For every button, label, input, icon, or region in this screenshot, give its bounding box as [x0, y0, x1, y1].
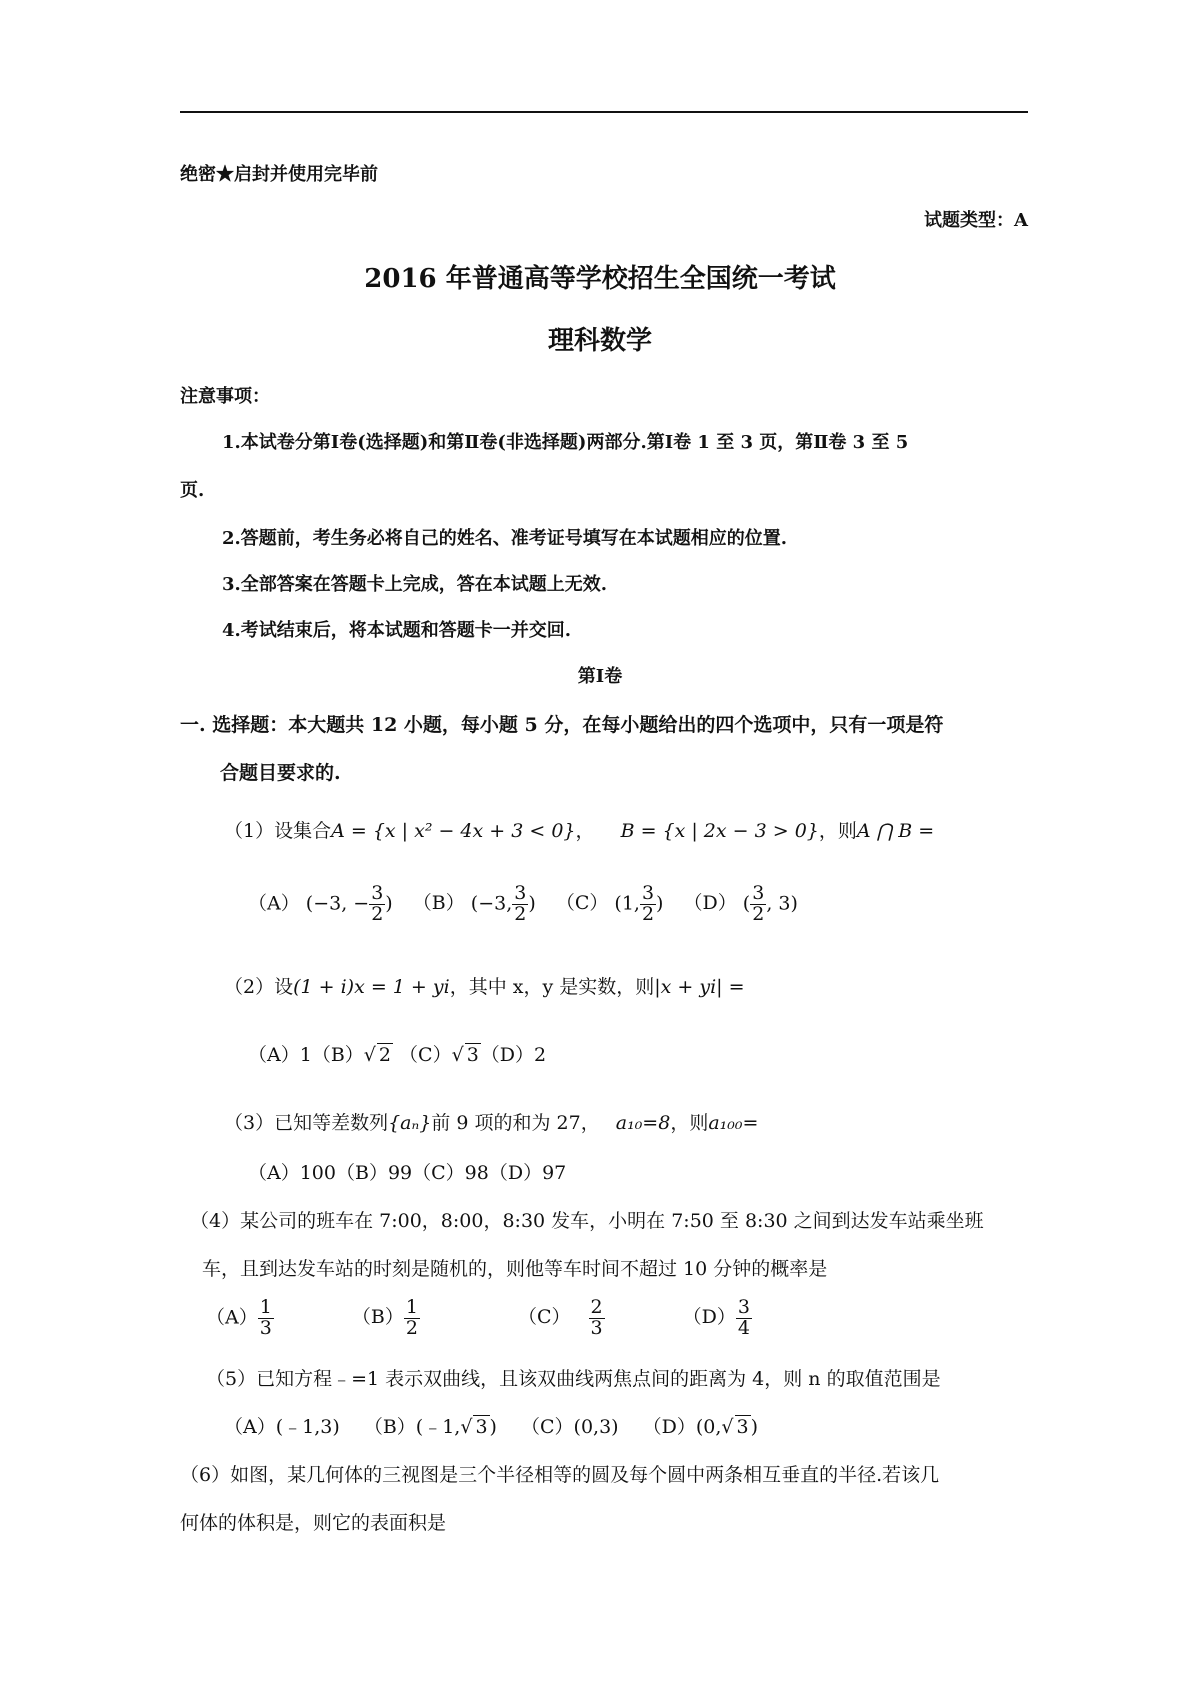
- q5-option-d-post: ): [750, 1416, 759, 1438]
- q2-option-b-radical: √ 2: [363, 1044, 391, 1066]
- question-3-options: （A）100（B）99（C）98（D）97: [248, 1162, 567, 1184]
- q1-option-b-fraction: [512, 884, 528, 925]
- q5-option-b-radical: √ 3: [460, 1416, 488, 1438]
- q1-option-d-den: 2: [752, 902, 765, 925]
- question-2-stem: [224, 972, 745, 999]
- q5-option-c: （C）(0,3): [521, 1416, 619, 1438]
- question-2-lead: （2）设: [224, 976, 294, 998]
- question-1-options: [248, 884, 798, 925]
- q4-option-c-fraction: [589, 1298, 605, 1339]
- q5-option-b-radicand: 3: [475, 1416, 488, 1438]
- question-2-equation: (1 + i)x = 1 + yi: [293, 976, 450, 998]
- question-3-sequence: {aₙ}: [388, 1112, 432, 1134]
- question-4-options: [206, 1298, 752, 1339]
- question-3-lead: （3）已知等差数列: [224, 1112, 389, 1134]
- q1-option-d-label: （D）: [683, 892, 737, 915]
- q2-option-c-label: （C）: [399, 1044, 452, 1066]
- notice-item-1: 1.本试卷分第Ⅰ卷(选择题)和第Ⅱ卷(非选择题)两部分.第Ⅰ卷 1 至 3 页，第Ⅱ卷 3 至 5: [222, 432, 909, 453]
- q1-option-d-num: 3: [752, 882, 765, 904]
- q1-option-b-label: （B）: [412, 892, 465, 915]
- q1-option-a-label: （A）: [248, 892, 300, 915]
- question-3-sum: 前 9 项的和为 27，: [431, 1112, 600, 1134]
- q1-option-a-post: ): [385, 892, 393, 915]
- question-1-lead: （1）设集合: [224, 820, 332, 842]
- q4-option-b-num: 1: [405, 1296, 418, 1318]
- paper-type-label: 试题类型：A: [924, 210, 1028, 231]
- q5-option-d-radicand: 3: [736, 1416, 749, 1438]
- q4-option-a-den: 3: [259, 1316, 272, 1339]
- section-1-intro-cont: 合题目要求的.: [220, 762, 341, 784]
- question-5-options: [224, 1412, 758, 1439]
- exam-subject: 理科数学: [547, 326, 652, 356]
- q5-option-a: （A）(﹣1,3): [224, 1416, 340, 1438]
- question-3-stem: [224, 1108, 758, 1135]
- question-3-a10: a₁₀=8: [615, 1112, 671, 1134]
- q4-option-c-num: 2: [590, 1296, 603, 1318]
- q4-option-c-den: 3: [590, 1316, 603, 1339]
- q1-option-b-pre: (−3,: [470, 892, 513, 915]
- q4-option-c-label: （C）: [517, 1306, 571, 1329]
- intersection-expr: A ⋂ B =: [856, 820, 935, 842]
- question-2-condition: ，其中 x，y 是实数，则: [449, 976, 655, 998]
- q1-option-a-den: 2: [371, 902, 384, 925]
- q1-option-a-num: 3: [371, 882, 384, 904]
- q1-option-a-pre: (−3, −: [305, 892, 370, 915]
- question-3-a100: a₁₀₀=: [708, 1112, 759, 1134]
- q1-option-b-den: 2: [514, 902, 527, 925]
- notice-heading: 注意事项：: [180, 386, 270, 407]
- q2-option-b-label: （B）: [311, 1044, 364, 1066]
- q4-option-d-label: （D）: [682, 1306, 736, 1329]
- q2-option-a: （A）1: [248, 1044, 312, 1066]
- q4-option-b-fraction: [404, 1298, 420, 1339]
- q1-option-c-label: （C）: [555, 892, 609, 915]
- notice-item-2: 2.答题前，考生务必将自己的姓名、准考证号填写在本试题相应的位置.: [222, 528, 788, 549]
- q1-option-c-den: 2: [641, 902, 655, 925]
- q1-option-d-fraction: [750, 884, 766, 925]
- question-4-stem: （4）某公司的班车在 7:00，8:00，8:30 发车，小明在 7:50 至 8:30 之间到达发车站乘坐班: [190, 1210, 984, 1232]
- q4-option-a-fraction: [258, 1298, 274, 1339]
- top-rule: [180, 111, 1028, 113]
- q1-option-c-fraction: [640, 884, 656, 925]
- q1-option-c-pre: (1,: [614, 892, 640, 915]
- q4-option-b-den: 2: [405, 1316, 418, 1339]
- q5-option-b-post: ): [489, 1416, 497, 1438]
- question-2-modulus: |x + yi| =: [654, 976, 745, 998]
- q4-option-b-label: （B）: [351, 1306, 404, 1329]
- q1-option-c-post: ): [656, 892, 664, 915]
- q1-option-b-num: 3: [514, 882, 527, 904]
- set-b-expr: B = {x | 2x − 3 > 0}: [620, 820, 819, 842]
- question-3-then: ，则: [670, 1112, 709, 1134]
- question-1-comma: ，: [575, 820, 595, 842]
- q1-option-d-pre: (: [742, 892, 751, 915]
- set-a-expr: A = {x | x² − 4x + 3 < 0}: [331, 820, 576, 842]
- q1-option-c-num: 3: [641, 882, 655, 904]
- notice-item-4: 4.考试结束后，将本试题和答题卡一并交回.: [222, 620, 572, 641]
- question-1-stem: [224, 816, 934, 843]
- q4-option-a-label: （A）: [206, 1306, 258, 1329]
- q5-option-b-pre: （B）(﹣1,: [363, 1416, 461, 1438]
- confidential-label: 绝密★启封并使用完毕前: [180, 164, 378, 185]
- q4-option-d-fraction: [736, 1298, 752, 1339]
- question-5-stem: （5）已知方程﹣=1 表示双曲线，且该双曲线两焦点间的距离为 4，则 n 的取值范围是: [206, 1368, 941, 1390]
- question-6-stem: （6）如图，某几何体的三视图是三个半径相等的圆及每个圆中两条相互垂直的半径.若该几: [180, 1464, 940, 1486]
- section-1-intro: 一. 选择题：本大题共 12 小题，每小题 5 分，在每小题给出的四个选项中，只有一项是符: [180, 714, 944, 736]
- notice-item-3: 3.全部答案在答题卡上完成，答在本试题上无效.: [222, 574, 608, 595]
- exam-title: 2016 年普通高等学校招生全国统一考试: [364, 264, 836, 294]
- q2-option-c-radicand: 3: [466, 1044, 479, 1066]
- q2-option-c-radical: √ 3: [451, 1044, 479, 1066]
- q1-option-b-post: ): [528, 892, 536, 915]
- q2-option-d: （D）2: [480, 1044, 547, 1066]
- q4-option-d-den: 4: [737, 1316, 750, 1339]
- q1-option-d-post: , 3): [766, 892, 798, 915]
- q5-option-d-pre: （D）(0,: [642, 1416, 722, 1438]
- q2-option-b-radicand: 2: [378, 1044, 391, 1066]
- q1-option-a-fraction: [369, 884, 385, 925]
- question-1-then: ，则: [818, 820, 857, 842]
- question-4-stem-cont: 车，且到达发车站的时刻是随机的，则他等车时间不超过 10 分钟的概率是: [202, 1258, 828, 1280]
- part-1-heading: 第Ⅰ卷: [577, 666, 623, 687]
- question-6-stem-cont: 何体的体积是，则它的表面积是: [180, 1512, 447, 1534]
- q5-option-d-radical: √ 3: [721, 1416, 749, 1438]
- q4-option-a-num: 1: [259, 1296, 272, 1318]
- q4-option-d-num: 3: [737, 1296, 750, 1318]
- notice-item-1-cont: 页.: [180, 480, 205, 501]
- question-2-options: [248, 1040, 546, 1067]
